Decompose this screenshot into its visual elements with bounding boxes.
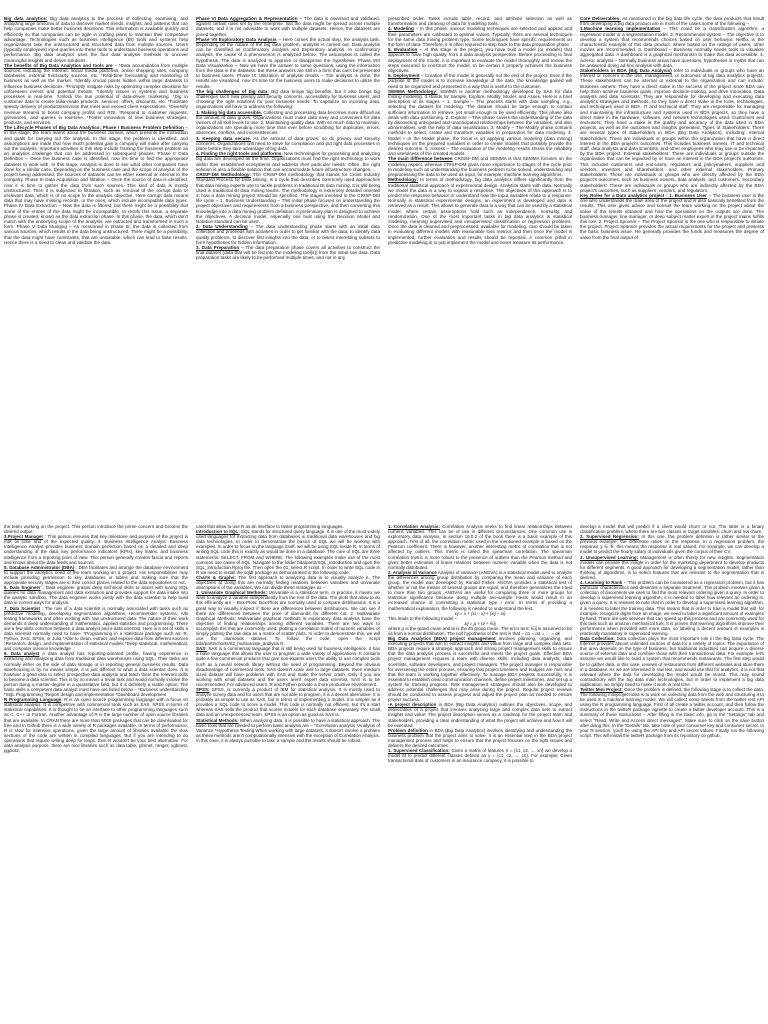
paragraph-text: : Data engineer grasps deep technical skills to assist with tuning SQL queries for data management and data extraction and provides support for data intake into the analytic sandbox. The data engineer works jointly with the data scientist to help build data in correct ways for analysis. [4, 585, 188, 606]
paragraph-text: – This could be a classification algorithm, a regression model or a segmentation model. 2. Recommender system – The objective is to develop a system that recommends choices based on user behavior. Netflix is the characteristic example of this data product, where based on the ratings of users, other movies are recommended. 3. Dashboard – Business normally needs tools to visualize aggregated data. A dashboard is a graphical mechanism to make this data accessible. 4. Ad-Hoc analysis – Normally business areas have questions, hypotheses or myths that can be answered doing ad-hoc analysis with data. [580, 26, 764, 68]
paragraph-text: xij = x + (xi − x) + (xij − xi) [454, 610, 506, 616]
paragraph-text: SEMMA is another methodology developed by SAS for data mining modeling. It stands for Sample, Explore, Modify, Model, and Asses. Here is a brief description of its stages – 1. Sample – The process starts with data sampling, e.g., selecting the dataset for modeling. The dataset should be large enough to contain sufficient information to retrieve, yet small enough to be used efficiently. This phase also deals with data partitioning. 2. Explore – This phase covers the understanding of the data by discovering anticipated and unanticipated relationships between the variables, and also abnormalities, with the help of data visualization. 3. Modify – The Modify phase contains methods to select, create and transform variables in preparation for data modeling. 4. Model – In the Model phase, the focus is on applying various modeling (data mining) techniques on the prepared variables in order to create models that possibly provide the desired outcome. 5. Assess – The evaluation of the modeling results shows the reliability and usefulness of the created models. [388, 88, 572, 157]
paragraph-text: A data analyst has reporting-oriented profile, having experience in extracting and analyzing data from traditional data warehouses using SQL. Their tasks are normally either on the side of data storage or in reporting general business results. Data warehousing is by no means simple, it is just different to what a data scientist does. It is however a good idea to select prospective data analysts and teach them the relevant skills to become a data scientist. This is by no means a trivial task and would normally involve the person doing a master degree in a quantitative field, but it is definitely a viable option. The basic skills a competent data analyst must have are listed below − *Business understanding *SQL Programming *Report design and implementation *Dashboard development [4, 651, 188, 698]
paragraph-text: – The data preparation phase covers all activities to construct the final dataset (data that will be fed into the modeling tool(s)) from the initial raw data. Data preparation tasks are likely to be performed multiple times, and not in any [196, 244, 380, 261]
paragraph-text: SQL stands for structured query language. It is one of the most widely used languages for extracting data from databases in traditional data warehouses and big data technologies. In order to demonstrate the basics of SQL we will be working with examples. In order to focus on the language itself, we will be using SQL inside R. In terms of writing SQL code this is exactly as would be done in a database. The core of SQL are three statements: SELECT, FROM and WHERE. The following examples make use of the most common use cases of SQL. Navigate to the folder bda/part2/SQL_introduction and open the SQL_introduction.Rproj file. Then open the 01_select.R script. In order to write SQL code in R we need to install the sqldf package as demonstrated in the following code. [196, 529, 380, 575]
bottom-page-section [0, 524, 768, 1020]
paragraph-heading: 4. Learning to Rank [580, 580, 623, 586]
paragraph-heading: 1. Making big data accessible. [196, 109, 262, 115]
paragraph-text: involves planning, organizing, and executing projects that aim to extract insights and value from large and complex data sets. BDA projects require a strategic approach and strong project management skills to ensure that the data analysis process is successful and meets the project goals. Effective BDA project management requires a team with diverse skills, including data analysts, data scientists, software developers, and project managers. The project manager is responsible for overseeing the entire process, ensuring that project timelines and budgets are met, and that the team is working together effectively. To manage BDA projects successfully, it is essential to establish clear communication channels, define project milestones, and set up a system for tracking progress. Risk management strategies should also be developed to address potential challenges that may arise during the project. Regular project reviews should be conducted to assess progress and adjust the project plan as needed to ensure project success. [388, 636, 572, 703]
paragraph [4, 16, 188, 63]
paragraph [388, 728, 572, 748]
top-column-2 [196, 16, 380, 516]
paragraph-heading: 6. Deployment [388, 73, 420, 79]
paragraph [196, 575, 380, 590]
paragraph-text: in BDA (Big Data Analytics) outlines the objectives, scope, and deliverables of a project that involves analyzing large and complex data sets to extract insights and value. The project description serves as a roadmap for the project team and stakeholders, providing a clear understanding of what the project will achieve and how it will be executed. [388, 702, 572, 728]
paragraph-heading: SEMMA Methodology: [388, 88, 438, 94]
paragraph-heading: Methodology: [388, 177, 419, 183]
paragraph-heading: Data Collection: [580, 636, 615, 642]
paragraph-text: where μ is the grand mean and αi is the ith group mean. The error term ∈ij is assumed to be iid from a normal distribution. The null hypothesis of the test is that − α1 = α2 = … = αk [388, 625, 572, 636]
paragraph-heading: 7. Data Scientist [4, 605, 40, 611]
paragraph-text: caret that allow to use R as an interface to faster programming languages. [196, 524, 344, 529]
paragraph [196, 590, 380, 646]
paragraph-text: – Here comes the actual step, the analysis task. Depending on the nature of the big data problem, analysis is carried out. Data analysis can be classified as Confirmatory analysis and Exploratory analysis. In confirmatory analysis, the cause of a phenomenon is analyzed before. The assumption is called the hypothesis. The data is analyzed to approve or disapprove the hypothesis. Phase VIII Data Visualization – Now we have the answer to some questions, using the information from the data in the datasets. But these answers are still in a form that can't be presented to business users. Phase IX Utilization of analysis results – The analysis is done, the results are visualized, now it's time for the business users to make decisions to utilize the results. [196, 36, 380, 89]
paragraph-heading: Big Data Analytics (BDA) project management [388, 636, 496, 642]
paragraph-heading: 3.Project Manager [4, 534, 44, 540]
paragraph [388, 570, 572, 611]
paragraph [388, 636, 572, 702]
top-column-1 [4, 16, 188, 516]
paragraph-heading: 3. Unsupervised Learning: [580, 554, 639, 560]
paragraph-text: The first approach to analyzing data is to visually analyze it. The objectives at doing this are normally finding relations between variables and univariate descriptions of the variables. We can divide these strategies as − [196, 574, 380, 591]
paragraph-heading: 6. Data Engineer [4, 585, 41, 591]
paragraph [580, 26, 764, 68]
paragraph [4, 125, 188, 245]
paragraph-text: This leads to the following model − [388, 615, 458, 621]
paragraph [388, 89, 572, 157]
paragraph-heading: R Programming Language [4, 697, 62, 703]
paragraph [388, 177, 572, 245]
paragraph [196, 224, 380, 245]
paragraph [388, 524, 572, 570]
bottom-column-4 [580, 524, 764, 1020]
paragraph-heading: 2. Supervised Regression: [580, 534, 639, 540]
paragraph-heading: 4. Modeling [388, 26, 414, 32]
paragraph-text: – Creation of the model is generally not the end of the project. Even if the purpose of the model is to increase knowledge of the data, the knowledge gained will need to be organized and presented in a way that is useful to the customer. [388, 73, 572, 89]
paragraph-heading: Introduction to SQL: [196, 529, 240, 535]
paragraph-text: prescribed order. Tasks include table, record, and attribute selection as well as transformation and cleaning of data for modeling tools. [388, 16, 572, 27]
paragraph-text: SAS is a commercial language that is still being used for business intelligence. It has a base language that allows the user to program a wide variety of applications. It contains quite a few commercial products that give non-experts users the ability to use complex tools such as a neural network library without the need of programming. Beyond the obvious disadvantage of commercial tools, SAS doesn't scale well to large datasets. Even medium sized dataset will have problems with SAS and make the server crash. Only if you are working with small datasets and the users aren't expert data scientist, SAS is to be recommended. For advanced users, R and Python provide a more productive environment. [196, 646, 380, 687]
paragraph-text: In this one, the problem definition is rather similar to the previous example; the difference relies on the response. In a regression problem, the response y ∈ ℜ, this means the response is real valued. For example, we can develop a model to predict the hourly salary of individuals given the corpus of their CV. [580, 534, 764, 555]
paragraph [196, 172, 380, 224]
paragraph-text: xij = μ + αi + ∈ij [464, 620, 496, 626]
paragraph [196, 529, 380, 575]
paragraph-heading: -A project description [388, 702, 437, 708]
paragraph-heading: Key Roles for a Data analytics project : 1. Business User [580, 192, 707, 198]
paragraph-heading: The main difference between [388, 156, 453, 162]
paragraph-text: in BDA (Big Data Analytics) involves identifying and understanding the business problem that the project aims to solve. It is an essential step in the BDA project management process and helps to ensure that the project focuses on the right issues and delivers the desired outcomes. [388, 727, 572, 749]
paragraph-heading: Phase VII Exploratory Data Analysis [196, 36, 277, 42]
paragraph [388, 47, 572, 73]
paragraph [196, 687, 380, 718]
paragraph [580, 16, 764, 26]
paragraph-heading: CRISP-DM Methodology: [196, 172, 251, 178]
paragraph [388, 16, 572, 26]
paragraph [388, 702, 572, 727]
paragraph [196, 136, 380, 152]
paragraph [580, 687, 764, 738]
paragraph-text: Collecting and processing data becomes more difficult as the amount of data grows. Organizations must make data easy and convenient for data owners of all skill levels to use. 2. Maintaining quality data. With so much data to maintain, organizations are spending more time than ever before scrubbing for duplicates, errors, absences, conflicts, and inconsistencies. [196, 109, 380, 136]
paragraph [580, 636, 764, 687]
paragraph [580, 580, 764, 636]
paragraph-heading: 2. Data Understanding [196, 224, 248, 230]
paragraph-text: – In this stage, the team learns about the business domain, which presents the motivation and goals for carrying out the analysis. In this stage, the problem is identified, and assumptions are made that how much potential gain a company will make after carrying out the analysis. Important activities in this step include framing the business problem as an analytics challenge that can be addressed in subsequent phases. Phase II Data Definition – Once the business case is identified, now it's time to find the appropriate datasets to work with. In this stage, analysis is done to see what other companies have done for a similar case. Depending on the business case and the scope of analysis of the project being addressed, the sources of datasets can be either external or internal to the company. Phase III Data Acquisition and filtration – Once the source of data is identified, now it is time to gather the data from such sources. This kind of data is mostly unstructured. Then it is subjected to filtration, such as removal of the corrupt data or irrelevant data, which is of no scope to the analysis objective. Here corrupt data means data that may have missing records, or the ones, which include incompatible data types. Phase IV Data Extraction – Now the data is filtered, but there might be a possibility that some of the entries of the data might be incompatible, to rectify this issue, a separate phase is created, known as the data extraction phase. In this phase, the data, which don't match with the underlying scope of the analysis, are extracted and transformed in such a form. Phase V Data Munging – As mentioned in phase III, the data is collected from various sources, which results in the data being unstructured. There might be a possibility, that the data might have constraints, that are unsuitable, which can lead to false results. Hence there is a need to clean and validate the data. [4, 125, 188, 245]
paragraph-heading: 5. Database Administrator (DBA) [4, 564, 75, 570]
paragraph-text: As mentioned in the big data life cycle, the data products that result from developing a big data product are in most of the cases some of the following – [580, 16, 764, 27]
paragraph-text: – *Data accumulation from multiple sources, including the Internet, social media platforms, online shopping sites, company databases, external third-party sources, etc. *Real-time forecasting and monitoring of business as well as the market. *Identify crucial points hidden within large datasets to influence business decisions. *Promptly mitigate risks by optimizing complex decisions for unforeseen events and potential threats. *Identify issues in systems and business processes in real-time. *Unlock the true potential of data-driven marketing. *Dig in customer data to create tailor-made products, services, offers, discounts, etc. *Facilitate speedy delivery of products/services that meet and exceed client expectations. *Diversify revenue streams to boost company profits and ROI. *Respond to customer requests, grievances, and queries in real-time. *Foster innovation of new business strategies, products, and services. [4, 62, 188, 126]
paragraph [196, 16, 380, 37]
paragraph-text: Univariate is a statistical term. In practice, it means we want to analyze a variable independently from the rest of the data. The plots that allow to do this efficiently are − Box-Plots: Box-Plots are normally used to compare distributions. It is a great way to visually inspect if there are differences between distributions. We can see if there are differences between the price of diamonds for different cut. 2. Multivariate Graphical Methods: Multivariate graphical methods in exploratory data analysis have the objective of finding relationships among different variables. There are two ways to accomplish this that are commonly used: plotting a correlation matrix of numeric variables or simply plotting the raw data as a matrix of scatter plots. In order to demonstrate this, we will use the diamonds dataset. To follow the code, open the script bda/part2/charts/03_multivariate_analysis.R. [196, 590, 380, 647]
paragraph [580, 193, 764, 240]
paragraph [388, 156, 572, 177]
paragraph-heading: 5. Evaluation [388, 47, 418, 53]
paragraph [196, 245, 380, 261]
paragraph [4, 651, 188, 697]
paragraph-text: When analyzing data, it is possible to have a statistical approach. The basic tools that are needed to perform basic analysis are − *Correlation analysis *Analysis of Variance *Hypothesis Testing When working with large datasets, it doesn't involve a problem as these methods aren't computationally intensive with the exception of Correlation Analysis. In this case, it is always possible to take a sample and the results should be robust. [196, 717, 380, 743]
paragraph-heading: The benefits of Big Data Analytics and tools are [4, 62, 113, 68]
paragraph-heading: 1. Supervised Classification: [388, 748, 450, 754]
paragraph [196, 718, 380, 743]
paragraph [196, 151, 380, 172]
paragraph-heading: Twitter Mini Project: [580, 687, 623, 692]
paragraph-text: SPSS, is currently a product of IBM for statistical analysis. It is mostly used to analyze survey data and for users that are not able to program, it is a decent alternative. It is probably as simple to use as SAS, but in terms of implementing a model, it is simpler as it provides a SQL code to score a model. This code is normally not efficient, but it's a start whereas SAS sells the product that scores models for each database separately. For small data and an unexperienced team, SPSS is an option as good as SAS is. [196, 687, 380, 718]
paragraph-heading: Statistical Methods: [196, 717, 239, 723]
paragraph-heading: The big challenges of big data: [196, 88, 269, 94]
top-page-section [0, 16, 768, 516]
paragraph [388, 748, 572, 763]
paragraph-heading: 3. Keeping data secure. [196, 135, 252, 141]
paragraph-heading: Charts & Graphs: [196, 574, 236, 580]
paragraph-text: : This person ensures that key milestone and purpose of the project is met on time and of the expected quality. 4. Business Intelligence Analyst: Business Intelligence Analyst provides business domain perfection based on a detailed and deep understanding of the data, key performance indicators (KPIs), key matrix, and business intelligence from a reporting point of view. This person generally creates fascia and reports and knows about the data feeds and sources. [4, 534, 188, 565]
paragraph-heading: SAS: [196, 646, 207, 652]
paragraph-heading: Big data analytics: [4, 16, 48, 21]
paragraph-heading: Phase VI Data Aggregation & Representation [196, 16, 298, 21]
paragraph-heading: 4. Finding the right tools and platforms. [196, 151, 283, 157]
paragraph [4, 585, 188, 605]
top-column-3 [388, 16, 572, 516]
paragraph-text: – The business user is the one who understands the main area of the project and is also basically benefited from the results. This user gives advice and consult the team working on the project about the value of the results obtained and how the operations on the outputs are done. The business manager, line manager, or deep subject matter expert in the project mains fulfills this role. 2. Project Sponsor – The Project Sponsor is the one who is responsible to initiate the project. Project Sponsor provides the actual requirements for the project and presents the basic business issue. He generally provides the funds and measures the degree of value from the final output of [580, 192, 764, 240]
paragraph-text: CRISM–DM and SEMMA is that SEMMA focuses on the modeling aspect, whereas CRISP-DM gives more importance to stages of the cycle prior to modeling such as understanding the business problem to be solved, understanding and preprocessing the data to be used as input, for example, machine learning algorithms. [388, 156, 572, 178]
paragraph-text: Analysis of variance (ANOVA) is a statistical model used to analyze the differences among group distribution by comparing the mean and variance of each group, the model was developed by Ronald Fisher. ANOVA provides a statistical test of whether or not the means of several groups are equal, and therefore generalizes the t-test to more than two groups. ANOVAs are useful for comparing three or more groups for statistical significance because doing multiple two-sample t-tests would result in an increased chance of committing a statistical type I error. In terms of providing a mathematical explanation, the following is needed to understand the test. [388, 569, 572, 611]
paragraph [388, 26, 572, 47]
bottom-column-1 [4, 524, 188, 1020]
top-column-4 [580, 16, 764, 516]
paragraph-heading: Problem definition [388, 727, 428, 733]
paragraph-heading: SPSS: [196, 687, 210, 692]
paragraph-text: – The data is cleansed and validated, against certain rules set by the enterprise. But the data might be spread across multiple datasets, and it is not advisable to work with multiple datasets. Hence, the datasets are joined together. [196, 16, 380, 37]
paragraph [580, 68, 764, 193]
paragraph-text: – In this phase, various modeling techniques are selected and applied and their parameters are calibrated to optimal values. Typically, there are several techniques for the same data mining problem type. Some techniques have specific requirements on the form of data. Therefore, it is often required to step back to the data preparation phase. [388, 26, 572, 48]
paragraph-heading: 1.Machine learning implementation [580, 26, 661, 32]
paragraph [4, 697, 188, 753]
paragraph-text: : DBA facilitates and arrange the database environment to support the analytics need of the team working on a project. His responsibilities may include providing permission to key databases or tables and making sure that the appropriate security stages are in their correct places related to the data repositories or not. [4, 564, 188, 586]
paragraph-text: Data collection plays the most important role in the Big Data cycle. The Internet provides almost unlimited sources of data for a variety of topics. The importance of this area depends on the type of business, but traditional industries can acquire a diverse source of external data and combine those with their transactional data. For example, let's assume we would like to build a system that recommends restaurants. The first step would be to gather data, in this case, reviews of restaurants from different websites and store them in a database. As we are interested in raw text, and would use that for analytics, it is not that relevant where the data for developing the model would be stored. This may sound contradictory with the big data main technologies, but in order to implement a big data application, we simply need to make it work in real time. [580, 636, 764, 687]
bottom-column-2 [196, 524, 380, 1020]
paragraph [388, 626, 572, 636]
paragraph-text: develop a model that will predict if a client would churn or not. The latter is a binary classification problem, where there are two classes or target variables: churn and not churn. [580, 524, 764, 535]
paragraph-heading: 8. Data analyst [4, 651, 40, 657]
paragraph-text: In terms of methodology, big data analytics differs significantly from the traditional statistical approach of experimental design. Analytics starts with data. Normally we model the data in a way to explain a response. The objectives of this approach is to predict the response behavior or understand how the input variables relate to a response. Normally in statistical experimental designs, an experiment is developed and data is retrieved as a result. This allows to generate data in a way that can be used by a statistical model, where certain assumptions hold such as independence, normality, and randomization. One of the most important tasks in big data analytics is statistical modeling, meaning supervised and unsupervised classification or regression problems. Once the data is cleaned and preprocessed, available for modeling, care should be taken in evaluating different models with reasonable loss metrics and then once the model is implemented, further evaluation and results should be reported. A common pitfall in predictive modeling is to just implement the model and never measure its performance. [388, 177, 572, 245]
paragraph-heading: 2. Analysis of Variance [388, 569, 437, 575]
paragraph-heading: The Lifecycle Phases of Big Data Analytics: Phase I Business Problem Definition [4, 125, 184, 131]
paragraph-text: Big data analytics is the process of collecting, examining, and analyzing large amounts of data to discover market trends, insights, and patterns that can help companies make better business decisions. This information is available quickly and efficiently so that companies can be agile in crafting plans to maintain their competitive advantage. Technologies such as business intelligence (BI) tools and systems help organizations take the unstructured and structured data from multiple sources. Users (typically employees) input queries into these tools to understand business operations and performance. Big data analytics uses the four data analysis methods to uncover meaningful insights and derive solutions. [4, 16, 188, 63]
paragraph-heading: Stakeholders in BDA (Big Data Analysis) [580, 68, 672, 74]
paragraph-heading: Core Deliverables: [580, 16, 621, 21]
paragraph [4, 534, 188, 565]
paragraph-text: : R is an open source programming language with a focus on statistical analysis. It is competitive with commercial tools such as SAS, SPSS in terms of statistical capabilities. It is thought to be an interface to other programming languages such as C, C++ or Fortran. Another advantage of R is the large number of open source libraries that are available. In CRAN there are more than 6000 packages that can be downloaded for free and in Github there is a wide variety of R packages available. In terms of performance, R is slow for intensive operations, given the large amount of libraries available the slow sections of the code are written in compiled languages. But if you are intending to do operations that require writing deep for loops, then R wouldn't be your best alternative. For data analysis purpose, there are nice libraries such as data.table, glmnet, ranger, xgboost, ggplot2, [4, 697, 188, 754]
paragraph-heading: 1. Univariate Graphical Methods: [196, 590, 268, 596]
paragraph [196, 110, 380, 136]
paragraph [196, 89, 380, 110]
paragraph-text: − This problem can be considered as a regression problem, but it has particular characteristics and deserves a separate treatment. The problem involves given a collection of documents we seek to find the most relevant ordering given a query. In order to develop a supervised learning algorithm, it is needed to label how relevant an ordering is, given a query. It is relevant to note that in order to develop a supervised learning algorithm, it is needed to label the training data. This means that in order to train a model that will, for example, recognize digits from an image, we need to label a significant amount of examples by hand. There are web services that can speed up this process and are commonly used for this task such as amazon mechanical turk. It is proven that learning algorithms improve their performance when provided with more data, so labeling a decent amount of examples is practically mandatory in supervised learning. [580, 580, 764, 636]
paragraph [196, 37, 380, 89]
paragraph-text: The CRISP-DM methodology that stands for Cross Industry Standard Process for Data Mining, is a cycle that describes commonly used approaches that data mining experts use to tackle problems in traditional BI data mining. It is still being used in traditional BI data mining teams. The methodology is extremely detailed oriented in how a data mining project should be specified. The stages involved in the CRISP-DM life cycle – 1. Business Understanding – This initial phase focuses on understanding the project objectives and requirements from a business perspective, and then converting this knowledge into a data mining problem definition. A preliminary plan is designed to achieve the objectives. A decision model, especially one built using the Decision Model and Notation standard can be used. [196, 172, 380, 224]
paragraph-text: refer to individuals or groups who have an interest or concern in the use, management, or outcomes of big data analytics projects. These stakeholders can be internal or external to the organization and can include: Business owners: They have a direct stake in the success of the project since BDA can help them achieve business goals, improve decision-making, and drive innovation. Data analysts and data scientists: They are responsible for developing and executing data analytics strategies and methods, so they have a direct stake in the tools, technologies, and techniques used in BDA. IT and technical staff: They are responsible for managing and maintaining the infrastructure and systems used in BDA projects, so they have a direct stake in the hardware, software, and network technologies used. Customers and end-users: They have a stake in the quality and accuracy of the data used in BDA projects, as well as the outcomes and insights generated. Types of Stakeholders: There are several types of stakeholders in BDA (Big Data Analytics), including: Internal stakeholders: These are individuals or groups within the organization that have a direct interest in the BDA project's outcomes. This includes business owners, IT and technical staff, data analysts and data scientists, and other employees who may use or be impacted by the BDA project. External stakeholders: These are individuals or groups outside the organization that can be impacted by or have an interest in the BDA project's outcomes. This includes customers and end-users, regulators and policymakers, suppliers and vendors, investors and shareholders, and other external stakeholders. Primary stakeholders: These are individuals or groups who are directly affected by the BDA project's outcomes, such as business owners, data analysts, and customers. Secondary stakeholders: These are individuals or groups who are indirectly affected by the BDA project's outcomes, such as suppliers, vendors, and regulators. [580, 68, 764, 193]
paragraph [196, 646, 380, 687]
paragraph [4, 63, 188, 125]
paragraph-text: Once the problem is defined, the following stage is to collect the data. The following miniproject idea is to work on collecting data from the web and structuring it to be used in a machine learning model. We will collect some tweets from the twitter rest API using the R programming language. First of all create a twitter account, and then follow the instructions in the twitteR package vignette to create a twitter developer account. This is a summary of those instructions − After filling in the basic info, go to the "Settings" tab and select "Read, Write and Access direct messages". Make sure to click on the save button after doing this. In the "Details" tab, take note of your consumer key and consumer secret. In your R session, you'll be using the API key and API secret values. Finally run the following script. This will install the twitteR package from its repository on github. [580, 687, 764, 738]
paragraph [580, 524, 764, 534]
paragraph-text: – The data understanding phase starts with an initial data collection and proceeds with activities in order to get familiar with the data, to identify data quality problems, to discover first insights into the data, or to detect interesting subsets to form hypotheses for hidden information. [196, 224, 380, 245]
paragraph-text: As the amount of data grows, so do privacy and security concerns. Organizations will need to strive for compliance and put tight data processes in place before they take advantage of big data. [196, 135, 380, 152]
paragraph-text: – At this stage in the project, you have built a model (or models) that appears to have high quality, from a data analysis perspective. Before proceeding to final deployment of the model, it is important to evaluate the model thoroughly and review the steps executed to construct the model, to be certain it properly achieves the business objectives. [388, 47, 572, 74]
bottom-column-3 [388, 524, 572, 1020]
paragraph-text: the team working on the project. This person introduce the prime concern and brooms the desired output. [4, 524, 188, 535]
paragraph-text: Given a matrix of features X = {x1, x2, ..., xn} we develop a model M to predict different classes defined as y = {c1, c2, ..., cn}. For example: Given transactional data of customers in an insurance company, it is possible to [388, 748, 572, 764]
paragraph-text: Big data brings big benefits, but it also brings big challenges such new privacy and security concerns, accessibility for business users, and choosing the right solutions for your business needs. To capitalize on incoming data, organizations will have to address the following: [196, 88, 380, 110]
paragraph [388, 73, 572, 89]
paragraph-text: Management is often thirsty for new insights. Segmentation models can provide this insight in order for the marketing department to develop products for different segments. A good approach for developing a segmentation model, rather than thinking of algorithms, is to select features that are relevant to the segmentation that is desired. [580, 554, 764, 580]
paragraph [4, 565, 188, 585]
paragraph-heading: 1. Correlation Analysis: [388, 524, 440, 529]
paragraph-heading: 3. Data Preparation [196, 244, 240, 250]
paragraph [4, 524, 188, 534]
paragraph-text: : The role of a data scientist is normally associated with tasks such as predictive modeling, developing segmentation algorithms, recommender systems, A/B testing frameworks and often working with raw unstructured data. The nature of their work demands a deep understanding of mathematics, applied statistics and programming. There are a few skills common between a data analyst and a data scientist. Here is a set of skills a data scientist normally need to have- *Programming in a statistical package such as: R, Python, SAS, SPSS, or Julia *Able to clean, extract, and explore data from different sources *Research, design, and implementation of statistical models *Deep statistical, mathematical, and computer science knowledge [4, 605, 188, 652]
paragraph-text: New technologies for processing and analyzing big data are developed all the time. Organizations must find the right technology to work within their established ecosystems and address their particular needs. Often, the right solution is also a flexible solution that can accommodate future infrastructure changes. [196, 151, 380, 172]
paragraph [580, 534, 764, 554]
paragraph [4, 606, 188, 652]
paragraph [580, 555, 764, 580]
paragraph-text: Correlation Analysis seeks to find linear relationships between numeric variables. This can be of use in different circumstances. One common use is exploratory data analysis, in section 16.0.2 of the book there is a basic example of this approach. First of all, the correlation metric used in the mentioned example is based on the Pearson coefficient. There is however, another interesting metric of correlation that is not affected by outliers. This metric is called the spearman correlation. The spearman correlation metric is more robust to the presence of outliers than the Pearson method and gives better estimates of linear relations between numeric variable when the data is not normally distributed. [388, 524, 572, 570]
